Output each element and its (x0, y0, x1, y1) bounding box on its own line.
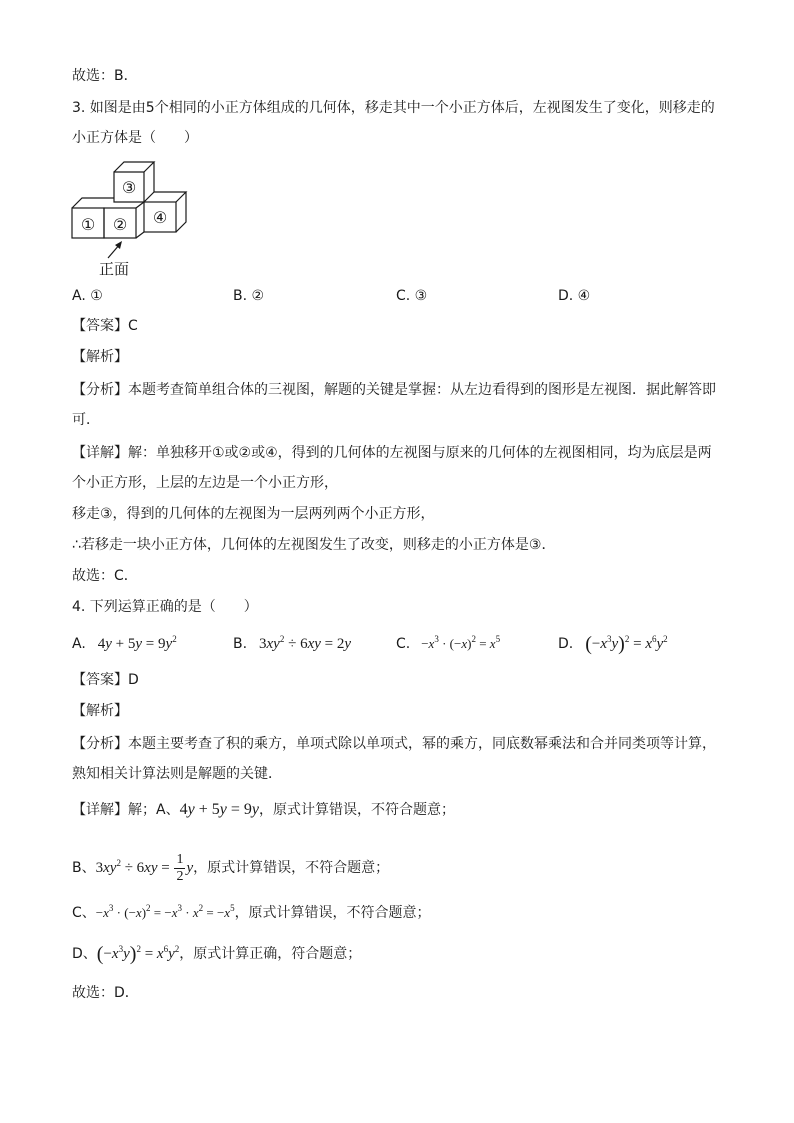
cube-label-3: ③ (121, 178, 137, 197)
q3-answer: 【答案】C (72, 318, 138, 334)
q4-detail-d-prefix: D、 (72, 946, 97, 962)
q4-option-d (558, 634, 668, 654)
q4-option-b (233, 634, 351, 654)
q4-detail-d-formula: $(-x^3y)^2 = x^6y^2$ (96, 943, 180, 965)
q4-option-c-label: C. (396, 636, 411, 652)
q4-option-a-label: A. (72, 636, 86, 652)
q4-option-c-formula: $-x^3 \cdot (-x)^2 = x^5$ (421, 634, 501, 651)
q3-final: 故选：C． (72, 568, 138, 584)
cube-figure (66, 150, 196, 280)
fraction-one-half: $\frac{1}{2}$ (176, 852, 184, 885)
q4-option-b-formula: $3xy^2 \div 6xy = 2y$ (259, 634, 352, 652)
q4-detail-b-prefix: B、 (72, 860, 96, 876)
cube-label-1: ① (80, 215, 96, 234)
prev-answer-line: 故选：B． (72, 68, 138, 84)
q3-option-a: A. ① (72, 288, 103, 304)
q3-option-c: C. ③ (396, 288, 428, 304)
q4-analysis-line1: 【分析】本题主要考查了积的乘方，单项式除以单项式，幂的乘方，同底数幂乘法和合并同类项等计算， (72, 736, 716, 752)
q4-answer: 【答案】D (72, 672, 139, 688)
q4-detail-c (72, 903, 431, 923)
q3-option-b: B. ② (233, 288, 265, 304)
q3-detail-line3: 移走③，得到的几何体的左视图为一层两列两个小正方形， (72, 506, 435, 522)
q4-option-a-formula: $4y + 5y = 9y^2$ (97, 634, 177, 652)
q4-detail-d-tail: ，原式计算正确，符合题意； (179, 946, 362, 962)
q3-stem-line2: 小正方体是（ ） (72, 130, 198, 146)
q3-analysis-line1: 【分析】本题考查简单组合体的三视图，解题的关键是掌握：从左边看得到的图形是左视图．据此解答即 (72, 382, 716, 398)
q3-analysis-line2: 可． (72, 412, 100, 428)
q4-analysis-line2: 熟知相关计算法则是解题的关键． (72, 766, 282, 782)
q3-detail-line2: 个小正方形，上层的左边是一个小正方形， (72, 475, 338, 491)
cube-label-2: ② (112, 215, 128, 234)
q4-detail-a-formula: 4y + 5y = 9y (179, 801, 259, 818)
q4-detail-b (72, 848, 389, 888)
q4-option-d-formula: $(-x^3y)^2 = x^6y^2$ (585, 633, 668, 655)
q3-detail-line1: 【详解】解：单独移开①或②或④，得到的几何体的左视图与原来的几何体的左视图相同，均为底层是两 (72, 445, 712, 461)
q3-detail-line4: ∴若移走一块小正方体，几何体的左视图发生了改变，则移走的小正方体是③． (72, 537, 556, 553)
q3-stem-line1: 3. 如图是由5个相同的小正方体组成的几何体，移走其中一个小正方体后，左视图发生了变化，则移走的 (72, 100, 715, 116)
q4-option-d-label: D. (558, 636, 574, 652)
q4-option-b-label: B. (233, 636, 248, 652)
q4-stem: 4. 下列运算正确的是（ ） (72, 599, 258, 615)
q4-detail-a-tail: ，原式计算错误，不符合题意； (258, 802, 455, 818)
q4-detail-c-tail: ，原式计算错误，不符合题意； (234, 905, 431, 921)
q4-detail-d (72, 944, 361, 964)
q3-jiexi: 【解析】 (72, 349, 128, 365)
q3-option-d: D. ④ (558, 288, 591, 304)
q4-detail-a (72, 800, 455, 820)
front-label: 正面 (98, 260, 130, 278)
q4-final: 故选：D． (72, 985, 139, 1001)
q4-detail-c-formula: $-x^3 \cdot (-x)^2 = -x^3 \cdot x^2 = -x^5$ (95, 903, 235, 920)
q4-option-c (396, 634, 500, 654)
q4-detail-b-formula: $3xy^2 \div 6xy$ = $\frac{1}{2}$ y (95, 852, 194, 885)
cube-label-4: ④ (152, 208, 168, 227)
q4-detail-b-tail: ，原式计算错误，不符合题意； (193, 860, 390, 876)
q4-detail-c-prefix: C、 (72, 905, 96, 921)
q4-detail-a-prefix: 【详解】解；A、 (72, 802, 180, 818)
q4-option-a (72, 634, 177, 654)
q4-jiexi: 【解析】 (72, 703, 128, 719)
